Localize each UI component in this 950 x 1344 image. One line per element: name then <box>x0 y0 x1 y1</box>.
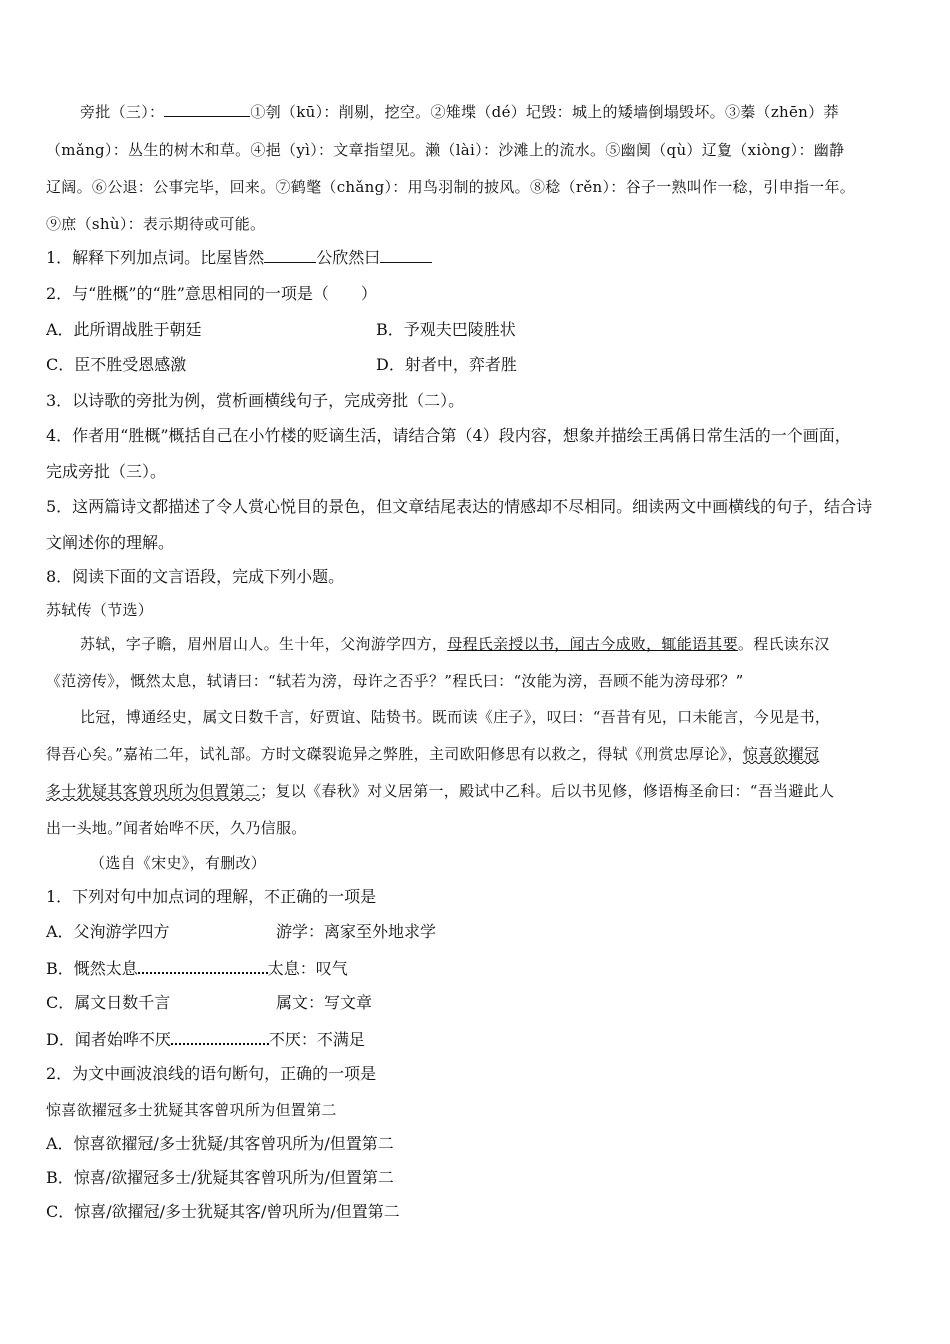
question-8-2: 2．为文中画波浪线的语句断句，正确的一项是 <box>46 1064 377 1083</box>
passage-line <box>80 634 908 654</box>
passage-line <box>46 744 908 764</box>
note-line-3: 辽阔。⑥公退：公事完毕，回来。⑦鹤氅（chǎng）：用鸟羽制的披风。⑧稔（rěn）：谷子一熟叫作一稔，引申指一年。 <box>46 178 856 196</box>
underlined-sentence: 母程氏亲授以书，闻古今成败，辄能语其要 <box>447 635 738 653</box>
option-gloss: 游学：离家至外地求学 <box>276 922 437 941</box>
option-b: B．惊喜/欲擢冠多士/犹疑其客曾巩所为/但置第二 <box>46 1168 394 1187</box>
wavy-sentence: 多士犹疑其客曾巩所为但置第二 <box>46 782 261 800</box>
note-line-2: （mǎng）：丛生的树木和草。④挹（yì）：文章指望见。濑（lài）：沙滩上的流水。⑤幽阒（qù）辽夐（xiòng）：幽静 <box>46 141 845 159</box>
option-d: D．射者中，弈者胜 <box>376 355 517 374</box>
question-1-line <box>46 248 908 268</box>
option-gloss: 不厌：不满足 <box>268 1030 365 1049</box>
option-b: B．予观夫巴陵胜状 <box>376 320 516 339</box>
question-8-1: 1．下列对句中加点词的理解，不正确的一项是 <box>46 887 377 906</box>
note-text: ①刳（kū）：削剔，挖空。②雉堞（dé）圮毁：城上的矮墙倒塌毁坏。③蓁（zhēn）莽 <box>250 103 839 121</box>
passage-line: 出一头地。”闻者始哗不厌，久乃信服。 <box>46 819 307 837</box>
passage-text: 。程氏读东汉 <box>737 635 830 653</box>
note-line-4: ⑨庶（shù）：表示期待或可能。 <box>46 215 266 233</box>
option-b: B．慨然太息 <box>46 959 138 978</box>
section-header: 8．阅读下面的文言语段，完成下列小题。 <box>46 567 345 586</box>
option-a: A．此所谓战胜于朝廷 <box>46 320 202 339</box>
question-2: 2．与“胜概”的“胜”意思相同的一项是（ ） <box>46 284 377 303</box>
passage-line: 《范滂传》，慨然太息，轼请曰：“轼若为滂，母许之否乎？”程氏曰：“汝能为滂，吾顾不能为滂母邪？” <box>46 672 744 690</box>
option-a: A．惊喜欲擢冠/多士犹疑/其客曾巩所为/但置第二 <box>46 1134 394 1153</box>
question-5-line-2: 文阐述你的理解。 <box>46 533 175 552</box>
option-gloss: 属文：写文章 <box>276 993 373 1012</box>
answer-blank[interactable] <box>164 102 250 117</box>
passage-source: （选自《宋史》，有删改） <box>90 854 267 872</box>
passage-line <box>46 781 908 801</box>
option-row <box>46 922 908 942</box>
passage-line: 比冠，博通经史，属文日数千言，好贾谊、陆贽书。既而读《庄子》，叹曰：“吾昔有见，口未能言，今见是书， <box>80 708 831 726</box>
option-row <box>46 993 908 1013</box>
option-row <box>46 1029 908 1050</box>
note-label: 旁批（三）： <box>80 103 165 121</box>
dotted-leader <box>138 958 268 974</box>
question-3: 3．以诗歌的旁批为例，赏析画横线句子，完成旁批（二）。 <box>46 391 465 410</box>
question-4-line-1: 4．作者用“胜概”概括自己在小竹楼的贬谪生活，请结合第（4）段内容，想象并描绘王禹偁日常生活的一个画面， <box>46 426 851 445</box>
option-a: A．父洵游学四方 <box>46 922 170 941</box>
question-text: 1．解释下列加点词。比屋皆然 <box>46 248 265 267</box>
passage-text: 苏轼，字子瞻，眉州眉山人。生十年，父洵游学四方， <box>80 635 448 653</box>
answer-blank[interactable] <box>380 248 432 263</box>
passage-text: 得吾心矣。”嘉祐二年，试礼部。方时文磔裂诡异之弊胜，主司欧阳修思有以救之，得轼《刑赏忠厚论》， <box>46 745 743 763</box>
question-text: 公欣然曰 <box>316 248 381 267</box>
option-gloss: 太息：叹气 <box>267 959 348 978</box>
option-row <box>46 320 908 340</box>
option-row <box>46 958 908 979</box>
option-c: C．惊喜/欲擢冠/多士犹疑其客/曾巩所为/但置第二 <box>46 1202 400 1221</box>
note-line-1 <box>80 102 908 122</box>
option-c: C．属文日数千言 <box>46 993 171 1012</box>
question-5-line-1: 5．这两篇诗文都描述了令人赏心悦目的景色，但文章结尾表达的情感却不尽相同。细读两文中画横线的句子，结合诗 <box>46 497 873 516</box>
question-sentence: 惊喜欲擢冠多士犹疑其客曾巩所为但置第二 <box>46 1101 337 1119</box>
option-row <box>46 355 908 375</box>
wavy-sentence: 惊喜欲擢冠 <box>742 745 820 763</box>
question-4-line-2: 完成旁批（三）。 <box>46 462 167 481</box>
passage-text: ；复以《春秋》对义居第一，殿试中乙科。后以书见修，修语梅圣俞曰：“吾当避此人 <box>260 782 835 800</box>
dotted-leader <box>171 1029 269 1045</box>
option-d: D．闻者始哗不厌 <box>46 1030 171 1049</box>
answer-blank[interactable] <box>264 248 316 263</box>
passage-title: 苏轼传（节选） <box>46 601 154 619</box>
option-c: C．臣不胜受恩感激 <box>46 355 187 374</box>
